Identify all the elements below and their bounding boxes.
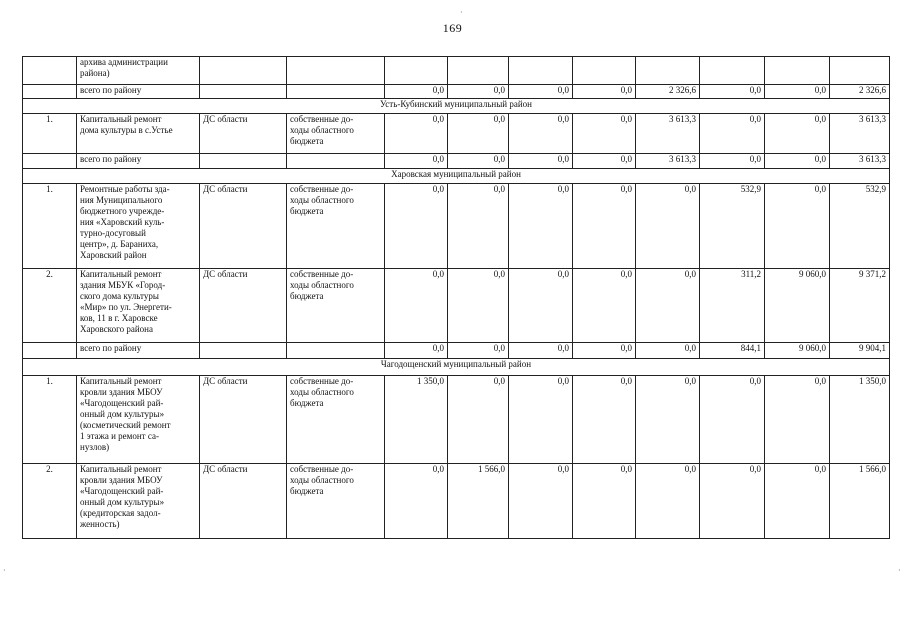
value-cell: 844,1 (700, 343, 765, 359)
funding-cell: собственные до- ходы областного бюджета (287, 269, 385, 343)
index-cell: 1. (23, 114, 77, 154)
index-cell: 1. (23, 376, 77, 464)
funding-cell: собственные до- ходы областного бюджета (287, 184, 385, 269)
value-cell: 0,0 (509, 154, 573, 169)
section-title: Чагодощенский муниципальный район (23, 359, 890, 376)
table-row (23, 184, 890, 269)
section-title: Харовская муниципальный район (23, 169, 890, 184)
value-cell: 0,0 (509, 269, 573, 343)
value-cell: 0,0 (636, 464, 700, 539)
value-cell: 1 350,0 (385, 376, 448, 464)
value-cell: 0,0 (385, 184, 448, 269)
value-cell: 532,9 (700, 184, 765, 269)
value-cell: 3 613,3 (830, 154, 890, 169)
total-row (23, 343, 890, 359)
scan-speck: · (898, 566, 901, 575)
table-row (23, 464, 890, 539)
total-label: всего по району (77, 154, 200, 169)
value-cell: 0,0 (700, 154, 765, 169)
value-cell: 3 613,3 (636, 154, 700, 169)
value-cell: 0,0 (448, 85, 509, 99)
value-cell: 1 566,0 (830, 464, 890, 539)
object-cell: Капитальный ремонт кровли здания МБОУ «Чагодощенский рай- онный дом культуры» (косметический ремонт 1 этажа и ремонт са- нузлов) (77, 376, 200, 464)
funding-cell: собственные до- ходы областного бюджета (287, 464, 385, 539)
value-cell: 0,0 (765, 114, 830, 154)
section-title: Усть-Кубинский муниципальный район (23, 99, 890, 114)
value-cell: 1 350,0 (830, 376, 890, 464)
value-cell: 0,0 (509, 114, 573, 154)
total-label: всего по району (77, 85, 200, 99)
index-cell: 1. (23, 184, 77, 269)
value-cell: 1 566,0 (448, 464, 509, 539)
value-cell: 0,0 (385, 343, 448, 359)
value-cell: 9 904,1 (830, 343, 890, 359)
object-cell: Капитальный ремонт дома культуры в с.Устье (77, 114, 200, 154)
value-cell: 0,0 (765, 184, 830, 269)
value-cell: 3 613,3 (830, 114, 890, 154)
scan-speck: · (460, 8, 463, 17)
value-cell: 0,0 (448, 154, 509, 169)
index-cell: 2. (23, 269, 77, 343)
scan-speck: · (3, 566, 6, 575)
funding-cell: собственные до- ходы областного бюджета (287, 114, 385, 154)
table-row (23, 114, 890, 154)
object-cell: Капитальный ремонт здания МБУК «Город- ского дома культуры «Мир» по ул. Энергети- ков, 11 в г. Харовске Харовского района (77, 269, 200, 343)
value-cell: 0,0 (509, 184, 573, 269)
value-cell: 0,0 (636, 269, 700, 343)
source-cell: ДС области (200, 376, 287, 464)
value-cell: 311,2 (700, 269, 765, 343)
budget-table (22, 56, 890, 539)
table-row (23, 57, 890, 85)
table-row (23, 269, 890, 343)
value-cell: 0,0 (385, 85, 448, 99)
value-cell: 0,0 (448, 376, 509, 464)
value-cell: 0,0 (385, 114, 448, 154)
value-cell: 0,0 (765, 85, 830, 99)
value-cell: 0,0 (573, 269, 636, 343)
value-cell: 0,0 (573, 184, 636, 269)
value-cell: 3 613,3 (636, 114, 700, 154)
value-cell: 0,0 (509, 376, 573, 464)
value-cell: 0,0 (573, 85, 636, 99)
total-row (23, 154, 890, 169)
object-cell: Ремонтные работы зда- ния Муниципального бюджетного учрежде- ния «Харовский куль- турно-досуговый центр», д. Бараниха, Харовский район (77, 184, 200, 269)
source-cell: ДС области (200, 269, 287, 343)
value-cell: 0,0 (700, 114, 765, 154)
value-cell: 0,0 (636, 376, 700, 464)
value-cell: 0,0 (636, 343, 700, 359)
value-cell: 0,0 (700, 376, 765, 464)
total-row (23, 85, 890, 99)
value-cell: 0,0 (765, 464, 830, 539)
value-cell: 2 326,6 (636, 85, 700, 99)
value-cell: 0,0 (573, 114, 636, 154)
value-cell: 9 371,2 (830, 269, 890, 343)
source-cell: ДС области (200, 184, 287, 269)
source-cell: ДС области (200, 464, 287, 539)
index-cell (23, 57, 77, 85)
value-cell: 0,0 (448, 269, 509, 343)
funding-cell (287, 57, 385, 85)
value-cell: 0,0 (573, 343, 636, 359)
table-row (23, 376, 890, 464)
source-cell: ДС области (200, 114, 287, 154)
source-cell (200, 57, 287, 85)
value-cell: 0,0 (509, 343, 573, 359)
value-cell: 0,0 (509, 464, 573, 539)
object-cell: Капитальный ремонт кровли здания МБОУ «Чагодощенский рай- онный дом культуры» (кредиторская задол- женность) (77, 464, 200, 539)
value-cell: 0,0 (448, 114, 509, 154)
value-cell: 0,0 (385, 464, 448, 539)
section-row (23, 99, 890, 114)
total-label: всего по району (77, 343, 200, 359)
value-cell: 0,0 (700, 85, 765, 99)
value-cell: 532,9 (830, 184, 890, 269)
value-cell: 0,0 (700, 464, 765, 539)
value-cell: 2 326,6 (830, 85, 890, 99)
value-cell: 0,0 (636, 184, 700, 269)
value-cell: 0,0 (385, 269, 448, 343)
value-cell: 0,0 (385, 154, 448, 169)
funding-cell: собственные до- ходы областного бюджета (287, 376, 385, 464)
section-row (23, 169, 890, 184)
value-cell: 0,0 (765, 376, 830, 464)
value-cell: 9 060,0 (765, 269, 830, 343)
object-cell: архива администрации района) (77, 57, 200, 85)
value-cell: 0,0 (765, 154, 830, 169)
value-cell: 0,0 (448, 184, 509, 269)
value-cell: 0,0 (573, 464, 636, 539)
value-cell: 0,0 (448, 343, 509, 359)
index-cell: 2. (23, 464, 77, 539)
section-row (23, 359, 890, 376)
page-number: 169 (442, 21, 463, 35)
value-cell: 0,0 (509, 85, 573, 99)
value-cell: 0,0 (573, 154, 636, 169)
value-cell: 0,0 (573, 376, 636, 464)
value-cell: 9 060,0 (765, 343, 830, 359)
